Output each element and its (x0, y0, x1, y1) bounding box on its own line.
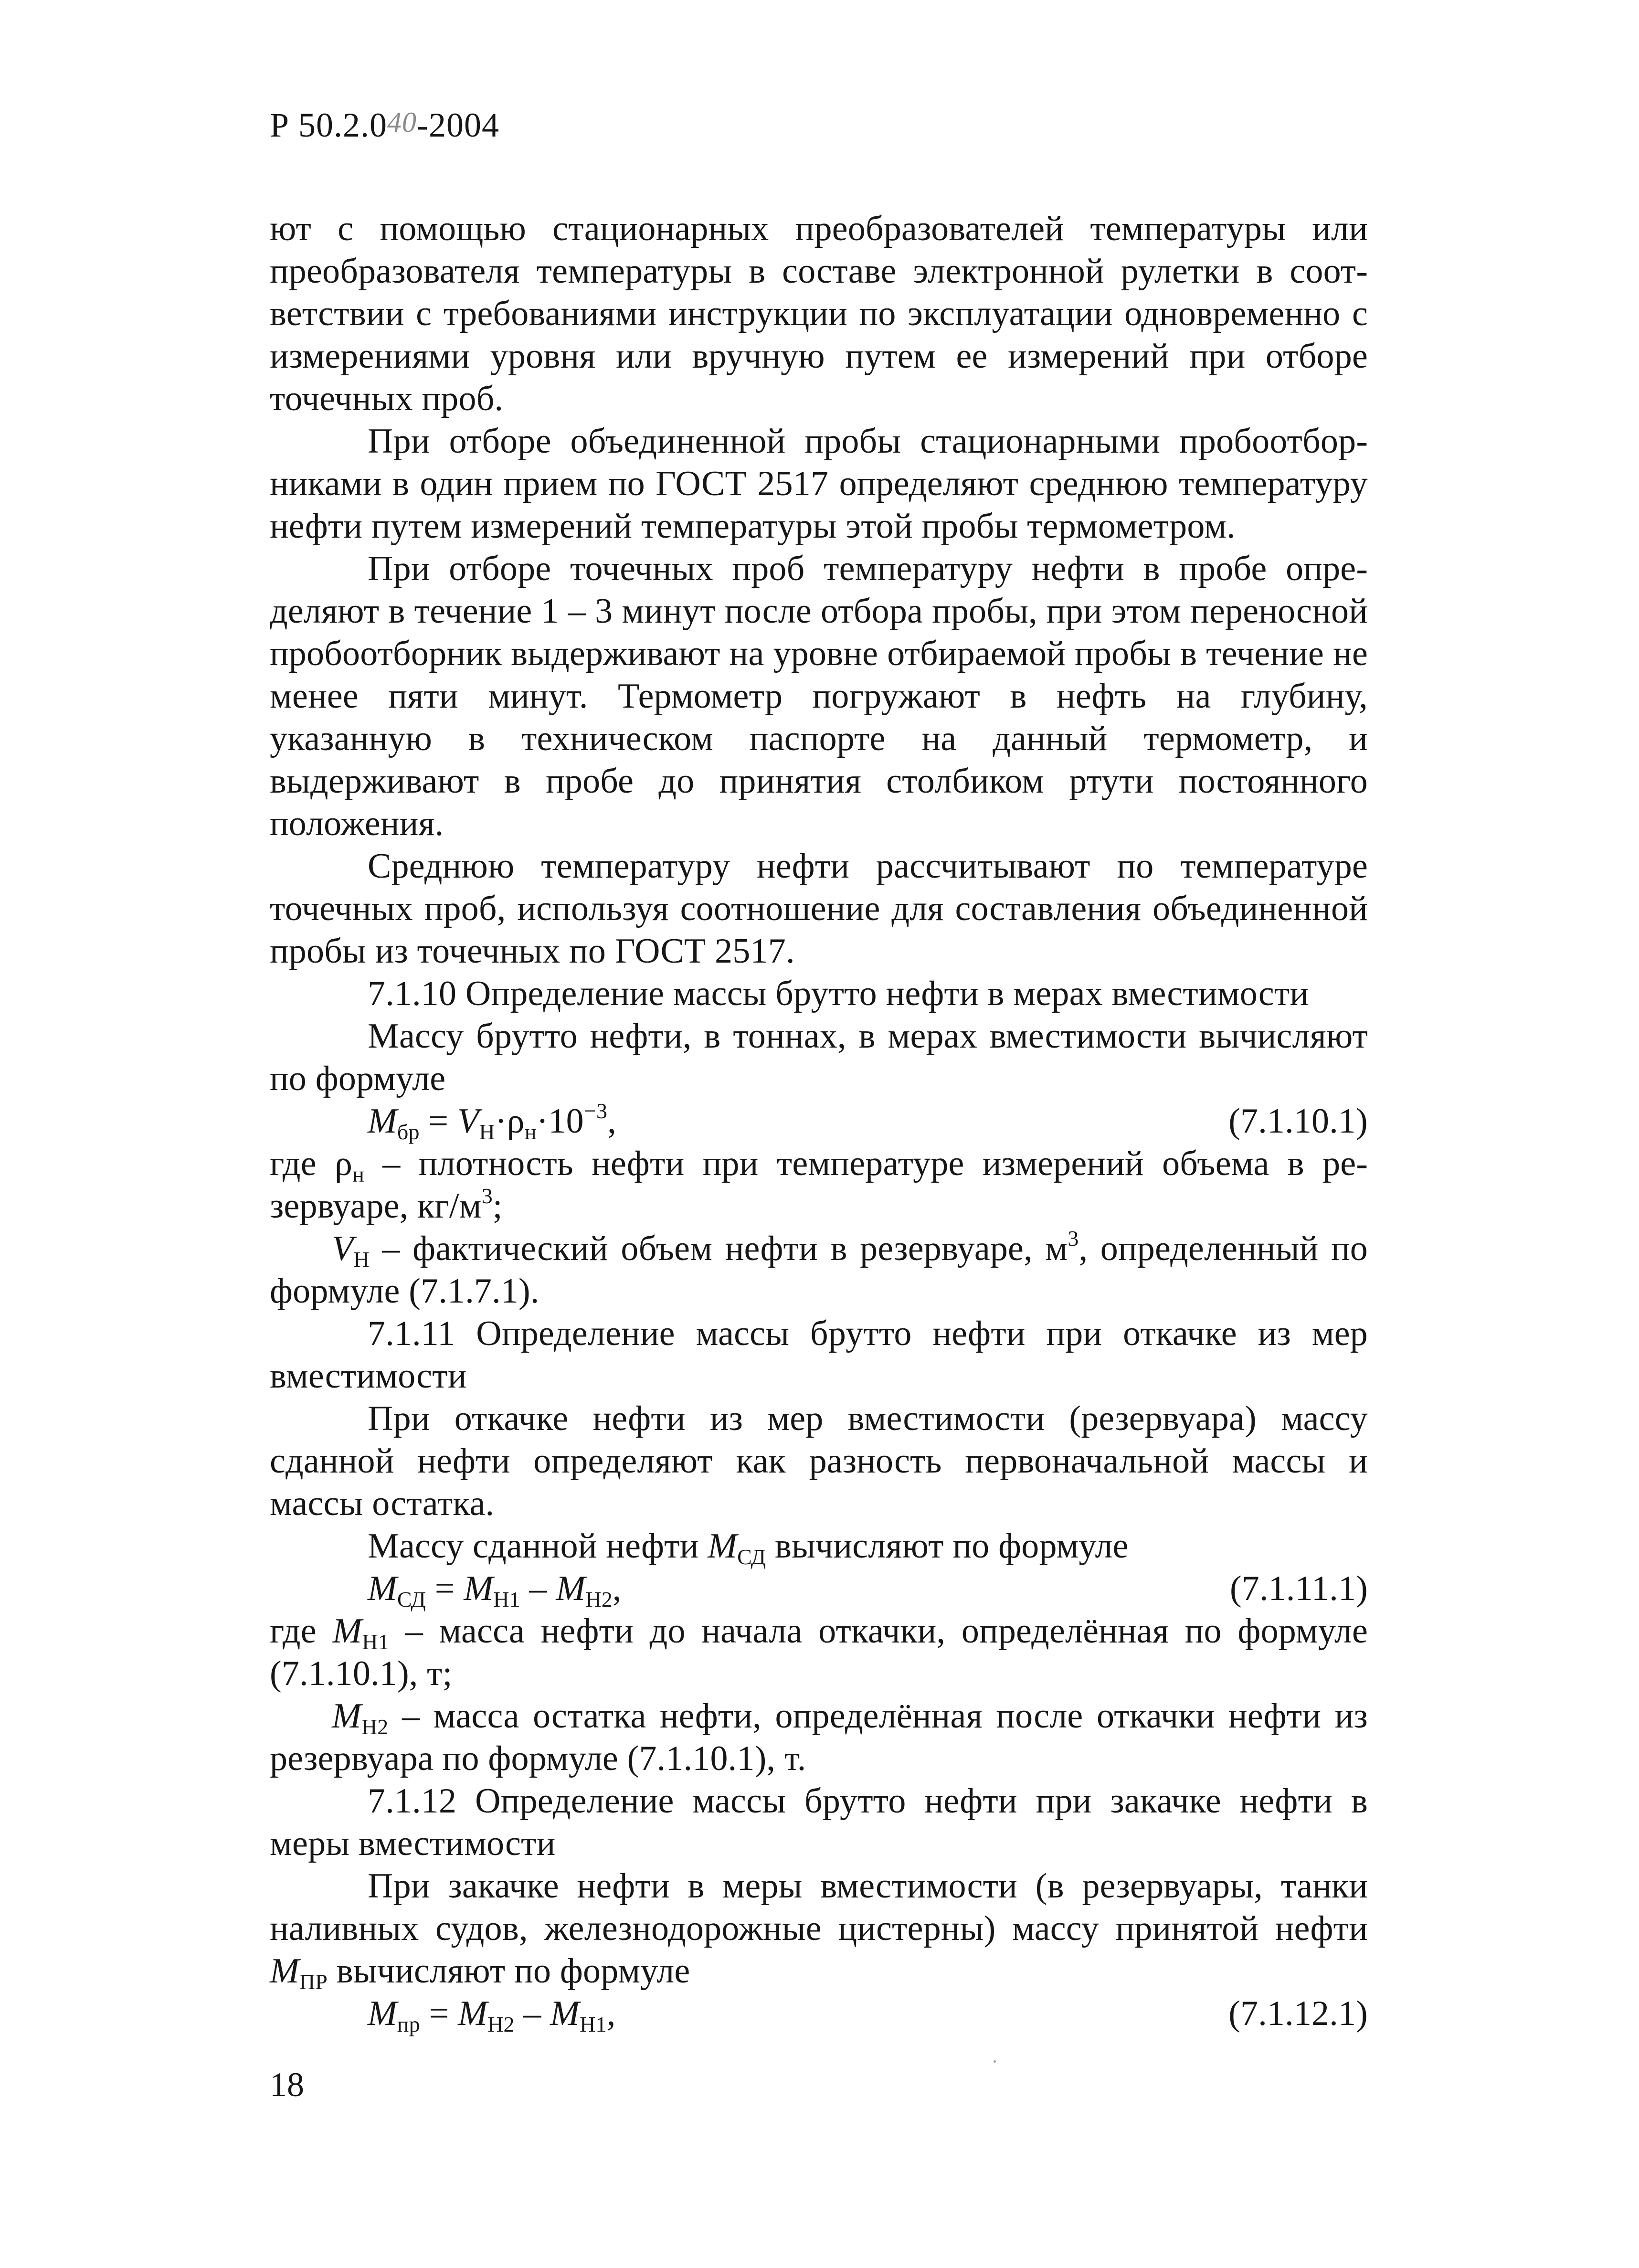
equation-number: (7.1.10.1) (1228, 1102, 1368, 1141)
formula-expression: $M_{бр} = V_Н\cdot\rho_н\cdot 10^{-3}$, (368, 1099, 616, 1144)
residual-mass-definition: $M_{Н2}$ – масса остатка нефти, определённая после откачки нефти из резервуара по формуле (7.1.10.1), т. (270, 1696, 1368, 1778)
formula-intro-7-1-11: Массу сданной нефти $M_{СД}$ вычисляют по формуле (368, 1526, 1129, 1569)
where-initial-mass-definition: где $M_{Н1}$ – масса нефти до начала откачки, определённая по формуле (7.1.10.1), т; (270, 1611, 1368, 1693)
equation-number: (7.1.11.1) (1229, 1569, 1368, 1608)
equation-number: (7.1.12.1) (1228, 1994, 1368, 2033)
page-body (270, 208, 1368, 2035)
document-designation (270, 108, 499, 142)
paragraph-average-temperature: Среднюю температуру нефти рассчитывают по температуре точечных проб, используя соотношение для составления объединенной пробы из точечных по ГОСТ 2517. (270, 847, 1368, 971)
doc-suffix: -2004 (417, 106, 500, 144)
formula-7-1-10-1 (270, 1100, 1368, 1143)
section-heading-7-1-10: 7.1.10 Определение массы брутто нефти в мерах вместимости (368, 974, 1309, 1013)
paragraph-continued: ют с помощью стационарных преобразователей температуры или преобразователя температуры в составе электронной рулетки в соответствии с требованиями инструкции по эксплуатации одновременно с измерениями уровня или вручную путем ее измерений при отборе точечных проб. (270, 209, 1368, 418)
handwritten-mark: 40 (387, 106, 417, 138)
page-number: 18 (270, 2066, 304, 2104)
section-heading-7-1-11: 7.1.11 Определение массы брутто нефти при откачке из мер вместимости (270, 1314, 1368, 1396)
section-heading-7-1-12: 7.1.12 Определение массы брутто нефти при закачке нефти в меры вместимости (270, 1781, 1368, 1863)
formula-7-1-12-1 (270, 1992, 1368, 2035)
formula-7-1-11-1 (270, 1568, 1368, 1610)
paragraph-combined-sample: При отборе объединенной пробы стационарными пробоотборниками в один прием по ГОСТ 2517 определяют среднюю температуру нефти путем измерений температуры этой пробы термометром. (270, 422, 1368, 546)
section-text-7-1-10: Массу брутто нефти, в тоннах, в мерах вместимости вычисляют по формуле (270, 1017, 1368, 1098)
where-density-definition: где $\rho_н$ – плотность нефти при температуре измерений объема в резервуаре, $кг/м^3$; (270, 1144, 1368, 1226)
formula-expression: $M_{СД} = M_{Н1} - M_{Н2}$, (368, 1569, 622, 1611)
section-text-7-1-12: При закачке нефти в меры вместимости (в резервуары, танки наливных судов, железнодорожные цистерны) массу принятой нефти $M_{ПР}$ вычисляют по формуле (270, 1866, 1368, 1994)
scan-speck (994, 2060, 996, 2063)
paragraph-point-samples: При отборе точечных проб температуру нефти в пробе определяют в течение 1 – 3 минут после отбора пробы, при этом переносной пробоотборник выдерживают на уровне отбираемой пробы в течение не менее пяти минут. Термометр погружают в нефть на глубину, указанную в техническом паспорте на данный термометр, и выдерживают в пробе до принятия столбиком ртути постоянного положения. (270, 549, 1368, 843)
section-text-7-1-11: При откачке нефти из мер вместимости (резервуара) массу сданной нефти определяют как разность первоначальной массы и массы остатка. (270, 1399, 1368, 1523)
formula-expression: $M_{пр} = M_{Н2} - M_{Н1}$, (368, 1994, 616, 2036)
doc-prefix: Р 50.2.0 (270, 106, 388, 144)
volume-definition: $V_Н$ – фактический объем нефти в резервуаре, $м^3$, определенный по формуле (7.1.7.1). (270, 1226, 1368, 1311)
